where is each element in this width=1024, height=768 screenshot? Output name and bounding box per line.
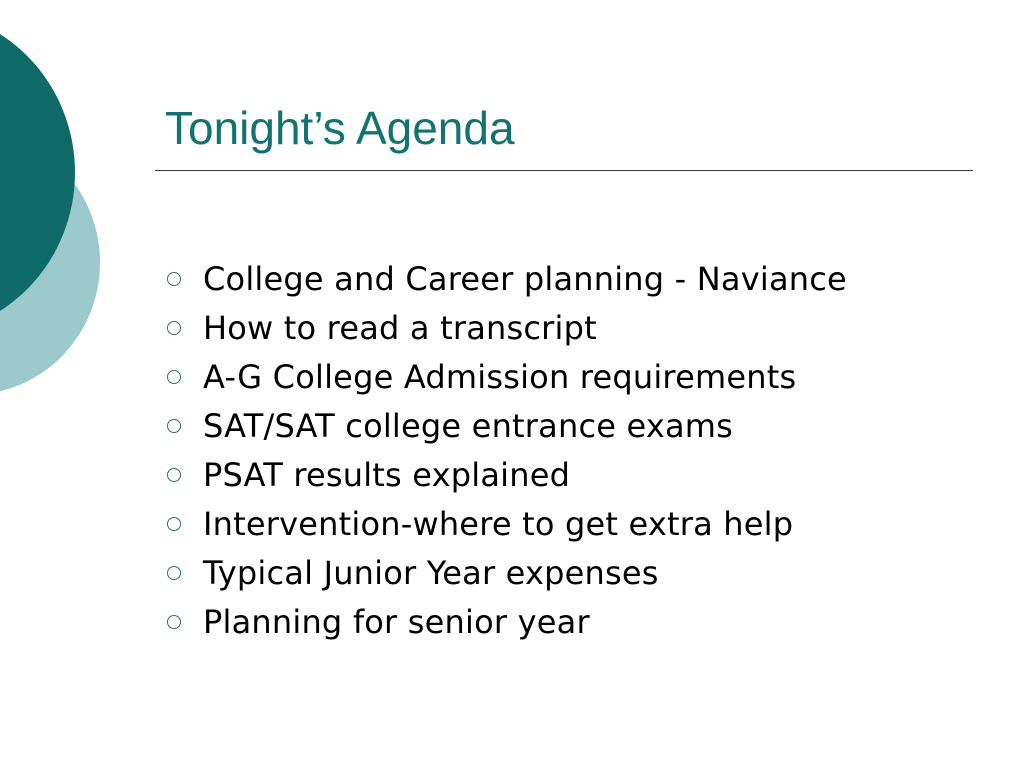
list-item [160, 352, 847, 401]
circle-bullet-icon [167, 615, 181, 629]
list-item [160, 254, 847, 303]
list-item [160, 548, 847, 597]
circle-bullet-icon [167, 370, 181, 384]
list-item-text: A-G College Admission requirements [203, 357, 797, 396]
list-item-text: SAT/SAT college entrance exams [203, 406, 734, 445]
circle-bullet-icon [167, 566, 181, 580]
agenda-list [160, 254, 847, 646]
list-item-text: PSAT results explained [203, 455, 571, 494]
circle-bullet-icon [167, 517, 181, 531]
title-divider [155, 170, 973, 171]
list-item [160, 303, 847, 352]
list-item-text: Intervention-where to get extra help [203, 504, 794, 543]
circle-bullet-icon [167, 321, 181, 335]
list-item [160, 450, 847, 499]
list-item-text: Planning for senior year [203, 602, 590, 641]
list-item [160, 401, 847, 450]
list-item [160, 499, 847, 548]
slide-title: Tonight’s Agenda [165, 102, 515, 154]
list-item-text: College and Career planning - Naviance [203, 259, 847, 298]
circle-bullet-icon [167, 272, 181, 286]
circle-bullet-icon [167, 419, 181, 433]
list-item [160, 597, 847, 646]
list-item-text: Typical Junior Year expenses [203, 553, 659, 592]
list-item-text: How to read a transcript [203, 308, 597, 347]
circle-bullet-icon [167, 468, 181, 482]
